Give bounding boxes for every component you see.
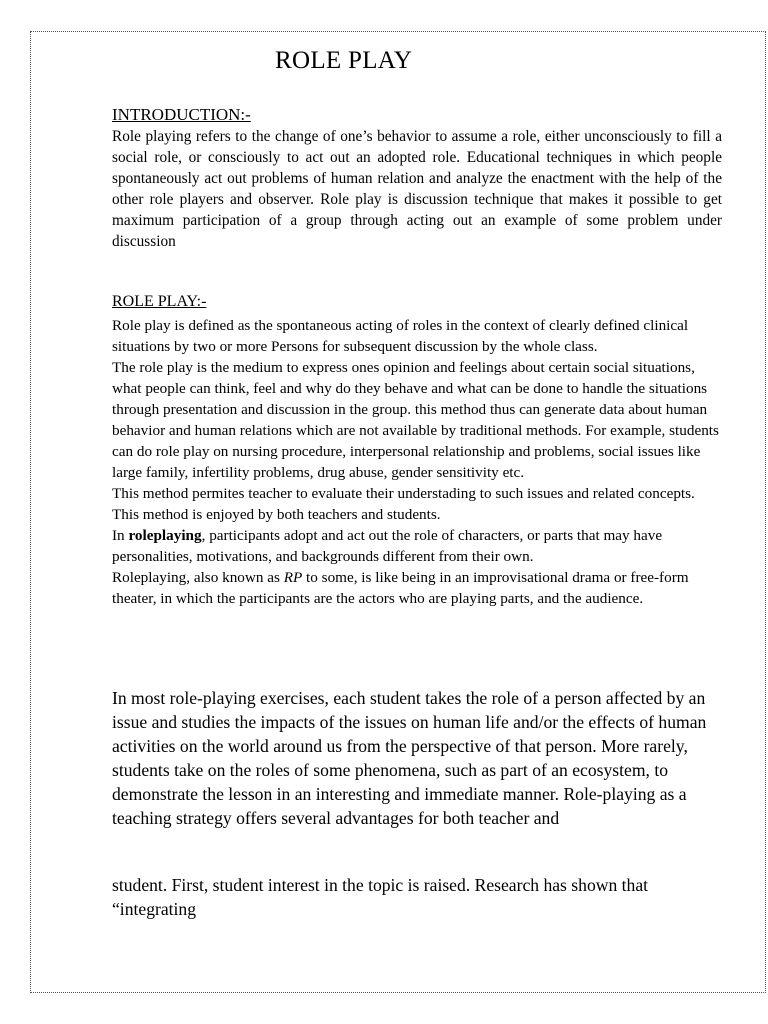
role-play-medium-paragraph: The role play is the medium to express ones opinion and feelings about certain social situations, what people can think, feel and why do they behave and what can be done to handle the situations through presentation and discussion in the group. this method thus can generate data about human behavior and human relations which are not available by traditional methods. For example, students can do role play on nursing procedure, interpersonal relationship and problems, social issues like large family, infertility problems, drug abuse, gender sensitivity etc. <box>112 359 719 481</box>
introduction-heading: INTRODUCTION:- <box>112 105 251 124</box>
role-play-evaluation-paragraph: This method permites teacher to evaluate their understading to such issues and related concepts. This method is enjoyed by both teachers and students. <box>112 485 695 523</box>
roleplaying-text-end: , participants adopt and act out the role of characters, or parts that may have personalities, motivations, and backgrounds different from their own. <box>112 527 663 565</box>
role-play-heading: ROLE PLAY:- <box>112 293 207 310</box>
rp-text-start: Roleplaying, also known as <box>112 569 284 586</box>
rp-paragraph <box>112 567 725 609</box>
roleplaying-text-start: In <box>112 527 129 544</box>
role-play-section <box>112 315 725 609</box>
rp-italic-term: RP <box>283 569 303 586</box>
roleplaying-bold-term: roleplaying <box>128 527 202 544</box>
role-playing-exercises-paragraph: In most role-playing exercises, each student takes the role of a person affected by an issue and studies the impacts of the issues on human life and/or the effects of human activities on the world around us from the perspective of that person. More rarely, students take on the roles of some phenomena, such as part of an ecosystem, to demonstrate the lesson in an interesting and immediate manner. Role-playing as a teaching strategy offers several advantages for both teacher and <box>112 688 707 828</box>
roleplaying-paragraph <box>112 525 725 567</box>
document-title: ROLE PLAY <box>275 47 413 74</box>
student-interest-paragraph: student. First, student interest in the topic is raised. Research has shown that “integrating <box>112 875 649 919</box>
introduction-paragraph: Role playing refers to the change of one’s behavior to assume a role, either unconsciously to fill a social role, or consciously to act out an adopted role. Educational techniques in which people spontaneously act out problems of human relation and analyze the enactment with the help of the other role players and observer. Role play is discussion technique that makes it possible to get maximum participation of a group through acting out an example of some problem under discussion <box>112 128 722 250</box>
role-play-definition: Role play is defined as the spontaneous acting of roles in the context of clearly defined clinical situations by two or more Persons for subsequent discussion by the whole class. <box>112 317 689 355</box>
rp-text-end: to some, is like being in an improvisational drama or free-form theater, in which the participants are the actors who are playing parts, and the audience. <box>112 569 689 607</box>
